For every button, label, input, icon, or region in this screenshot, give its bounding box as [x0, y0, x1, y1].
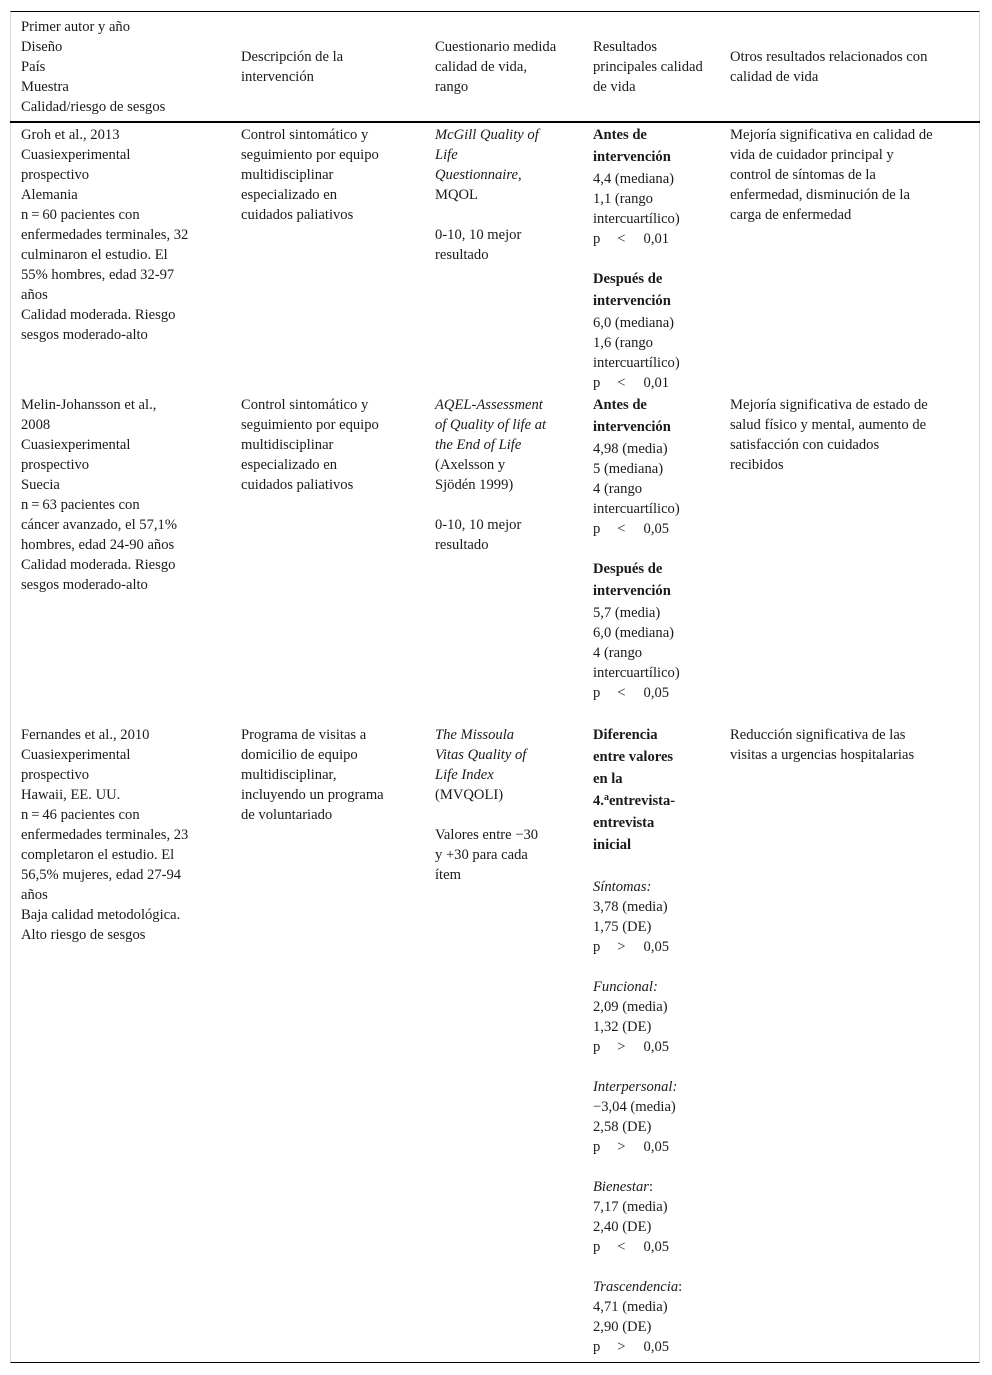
table-row-2-intervention	[241, 395, 379, 495]
range-text: resultado	[435, 247, 489, 263]
cell-line: Control sintomático y	[241, 397, 369, 413]
cell-line: completaron el estudio. El	[21, 847, 175, 863]
domain-label: Bienestar:	[593, 1179, 653, 1195]
cell-line: Programa de visitas a	[241, 727, 367, 743]
cell-line: satisfacción con cuidados	[730, 437, 880, 453]
result-heading: Después de	[593, 561, 663, 577]
cell-line: salud físico y mental, aumento de	[730, 417, 927, 433]
header-text: calidad de vida	[730, 69, 819, 85]
p-value: p > 0,05	[593, 1139, 670, 1155]
cell-line: Suecia	[21, 477, 60, 493]
p-value: p < 0,05	[593, 521, 670, 537]
result-value: 2,09 (media)	[593, 999, 668, 1015]
cell-line: Cuasiexperimental	[21, 147, 131, 163]
questionnaire-ref: (Axelsson y	[435, 457, 506, 473]
cell-line: sesgos moderado-alto	[21, 327, 148, 343]
range-text: resultado	[435, 537, 489, 553]
header-text: Resultados	[593, 39, 658, 55]
result-heading: en la	[593, 771, 623, 787]
p-value: p < 0,01	[593, 231, 670, 247]
questionnaire-title: Vitas Quality of	[435, 747, 527, 763]
cell-line: cuidados paliativos	[241, 477, 354, 493]
cell-line: prospectivo	[21, 767, 90, 783]
p-value: p > 0,05	[593, 1039, 670, 1055]
header-text: intervención	[241, 69, 314, 85]
questionnaire-abbr: (MVQOLI)	[435, 787, 504, 803]
range-text: y +30 para cada	[435, 847, 528, 863]
header-text: País	[21, 59, 46, 75]
table-row-1-intervention	[241, 125, 379, 225]
questionnaire-title: Questionnaire	[435, 167, 518, 183]
table-row-3-intervention	[241, 725, 384, 825]
table-row-2-study	[21, 395, 177, 595]
result-heading: Después de	[593, 271, 663, 287]
cell-line: Fernandes et al., 2010	[21, 727, 150, 743]
result-value: 4 (rango	[593, 645, 643, 661]
cell-line: Cuasiexperimental	[21, 437, 131, 453]
table-row-2-other	[730, 395, 928, 475]
result-value: 2,40 (DE)	[593, 1219, 652, 1235]
result-value: 1,6 (rango	[593, 335, 653, 351]
cell-line: Baja calidad metodológica.	[21, 907, 181, 923]
header-text: calidad de vida,	[435, 59, 527, 75]
result-heading: Diferencia	[593, 727, 658, 743]
cell-line: enfermedades terminales, 23	[21, 827, 189, 843]
table-row-3-study	[21, 725, 188, 945]
result-heading: intervención	[593, 583, 671, 599]
result-value: intercuartílico)	[593, 355, 680, 371]
cell-line: enfermedad, disminución de la	[730, 187, 910, 203]
punctuation: ,	[517, 167, 522, 183]
table-row-1-study	[21, 125, 188, 345]
cell-line: cáncer avanzado, el 57,1%	[21, 517, 177, 533]
table-row-3-other	[730, 725, 914, 765]
header-text: rango	[435, 79, 469, 95]
header-col-intervention	[241, 47, 343, 87]
result-value: 4,71 (media)	[593, 1299, 668, 1315]
questionnaire-title: Life	[435, 147, 458, 163]
cell-line: Calidad moderada. Riesgo	[21, 557, 176, 573]
result-value: −3,04 (media)	[593, 1099, 676, 1115]
domain-label: Síntomas:	[593, 879, 652, 895]
result-value: 7,17 (media)	[593, 1199, 668, 1215]
questionnaire-title: The Missoula	[435, 727, 515, 743]
result-value: 2,90 (DE)	[593, 1319, 652, 1335]
range-text: 0-10, 10 mejor	[435, 227, 522, 243]
p-value: p > 0,05	[593, 939, 670, 955]
header-text: Muestra	[21, 79, 69, 95]
p-value: p < 0,05	[593, 1239, 670, 1255]
header-rule	[10, 121, 980, 123]
cell-line: especializado en	[241, 187, 338, 203]
cell-line: control de síntomas de la	[730, 167, 876, 183]
result-heading: entrevista	[593, 815, 655, 831]
cell-line: 2008	[21, 417, 51, 433]
cell-line: prospectivo	[21, 457, 90, 473]
cell-line: Mejoría significativa en calidad de	[730, 127, 933, 143]
cell-line: n = 63 pacientes con	[21, 497, 140, 513]
cell-line: Groh et al., 2013	[21, 127, 120, 143]
result-heading: 4.$^a$entrevista-	[593, 792, 676, 809]
questionnaire-title: AQEL-Assessment	[435, 397, 543, 413]
result-heading: Antes de	[593, 127, 647, 143]
cell-line: enfermedades terminales, 32	[21, 227, 189, 243]
result-value: 6,0 (mediana)	[593, 315, 675, 331]
header-col-results	[593, 37, 703, 97]
p-value: p < 0,01	[593, 375, 670, 391]
cell-line: 56,5% mujeres, edad 27-94	[21, 867, 182, 883]
cell-line: seguimiento por equipo	[241, 147, 379, 163]
questionnaire-title: of Quality of life at	[435, 417, 547, 433]
cell-line: incluyendo un programa	[241, 787, 384, 803]
cell-line: multidisciplinar	[241, 437, 334, 453]
result-value: 6,0 (mediana)	[593, 625, 675, 641]
cell-line: carga de enfermedad	[730, 207, 852, 223]
result-value: 4,98 (media)	[593, 441, 668, 457]
p-value: p > 0,05	[593, 1339, 670, 1355]
result-heading: intervención	[593, 149, 671, 165]
cell-line: prospectivo	[21, 167, 90, 183]
cell-line: Mejoría significativa de estado de	[730, 397, 928, 413]
header-text: Cuestionario medida	[435, 39, 557, 55]
cell-line: multidisciplinar,	[241, 767, 337, 783]
result-heading: Antes de	[593, 397, 647, 413]
header-col-questionnaire	[435, 37, 556, 97]
result-value: 3,78 (media)	[593, 899, 668, 915]
table-row-3-results	[593, 725, 682, 1357]
header-text: de vida	[593, 79, 636, 95]
result-value: intercuartílico)	[593, 211, 680, 227]
domain-label: Funcional:	[593, 979, 658, 995]
result-value: intercuartílico)	[593, 665, 680, 681]
table-row-1-results	[593, 125, 680, 393]
cell-line: visitas a urgencias hospitalarias	[730, 747, 915, 763]
cell-line: Control sintomático y	[241, 127, 369, 143]
result-value: 4 (rango	[593, 481, 643, 497]
result-value: 1,75 (DE)	[593, 919, 652, 935]
result-value: 4,4 (mediana)	[593, 171, 675, 187]
table-row-2-questionnaire	[435, 395, 546, 555]
questionnaire-abbr: MQOL	[435, 187, 478, 203]
questionnaire-title: McGill Quality of	[435, 127, 539, 143]
cell-line: domicilio de equipo	[241, 747, 358, 763]
cell-line: de voluntariado	[241, 807, 333, 823]
result-heading: inicial	[593, 837, 632, 853]
header-text: Primer autor y año	[21, 19, 131, 35]
cell-line: Reducción significativa de las	[730, 727, 906, 743]
cell-line: Alto riesgo de sesgos	[21, 927, 146, 943]
cell-line: Calidad moderada. Riesgo	[21, 307, 176, 323]
cell-line: multidisciplinar	[241, 167, 334, 183]
questionnaire-title: Life Index	[435, 767, 494, 783]
header-text: Calidad/riesgo de sesgos	[21, 99, 166, 115]
cell-line: recibidos	[730, 457, 784, 473]
header-text: Diseño	[21, 39, 63, 55]
result-value: 5,7 (media)	[593, 605, 661, 621]
result-value: 1,1 (rango	[593, 191, 653, 207]
result-heading: entre valores	[593, 749, 674, 765]
cell-line: especializado en	[241, 457, 338, 473]
cell-line: vida de cuidador principal y	[730, 147, 894, 163]
table-row-1-other	[730, 125, 933, 225]
cell-line: 55% hombres, edad 32-97	[21, 267, 175, 283]
table-row-2-results	[593, 395, 680, 703]
cell-line: Hawaii, EE. UU.	[21, 787, 121, 803]
result-value: 1,32 (DE)	[593, 1019, 652, 1035]
cell-line: sesgos moderado-alto	[21, 577, 148, 593]
range-text: Valores entre −30	[435, 827, 539, 843]
domain-label: Trascendencia:	[593, 1279, 683, 1295]
cell-line: n = 46 pacientes con	[21, 807, 140, 823]
range-text: ítem	[435, 867, 461, 883]
result-value: 2,58 (DE)	[593, 1119, 652, 1135]
cell-line: culminaron el estudio. El	[21, 247, 168, 263]
result-heading: intervención	[593, 419, 671, 435]
header-text: Otros resultados relacionados con	[730, 49, 928, 65]
cell-line: n = 60 pacientes con	[21, 207, 140, 223]
cell-line: hombres, edad 24-90 años	[21, 537, 175, 553]
domain-label: Interpersonal:	[593, 1079, 678, 1095]
range-text: 0-10, 10 mejor	[435, 517, 522, 533]
questionnaire-ref: Sjödén 1999)	[435, 477, 514, 493]
header-col-study	[21, 17, 165, 117]
cell-line: años	[21, 287, 48, 303]
header-text: Descripción de la	[241, 49, 344, 65]
cell-line: Alemania	[21, 187, 78, 203]
cell-line: Melin-Johansson et al.,	[21, 397, 157, 413]
result-heading: intervención	[593, 293, 671, 309]
cell-line: cuidados paliativos	[241, 207, 354, 223]
header-col-other	[730, 47, 927, 87]
p-value: p < 0,05	[593, 685, 670, 701]
header-text: principales calidad	[593, 59, 703, 75]
result-value: intercuartílico)	[593, 501, 680, 517]
table-row-3-questionnaire	[435, 725, 538, 885]
result-value: 5 (mediana)	[593, 461, 664, 477]
cell-line: Cuasiexperimental	[21, 747, 131, 763]
questionnaire-title: the End of Life	[435, 437, 522, 453]
table-row-1-questionnaire	[435, 125, 539, 265]
cell-line: seguimiento por equipo	[241, 417, 379, 433]
cell-line: años	[21, 887, 48, 903]
